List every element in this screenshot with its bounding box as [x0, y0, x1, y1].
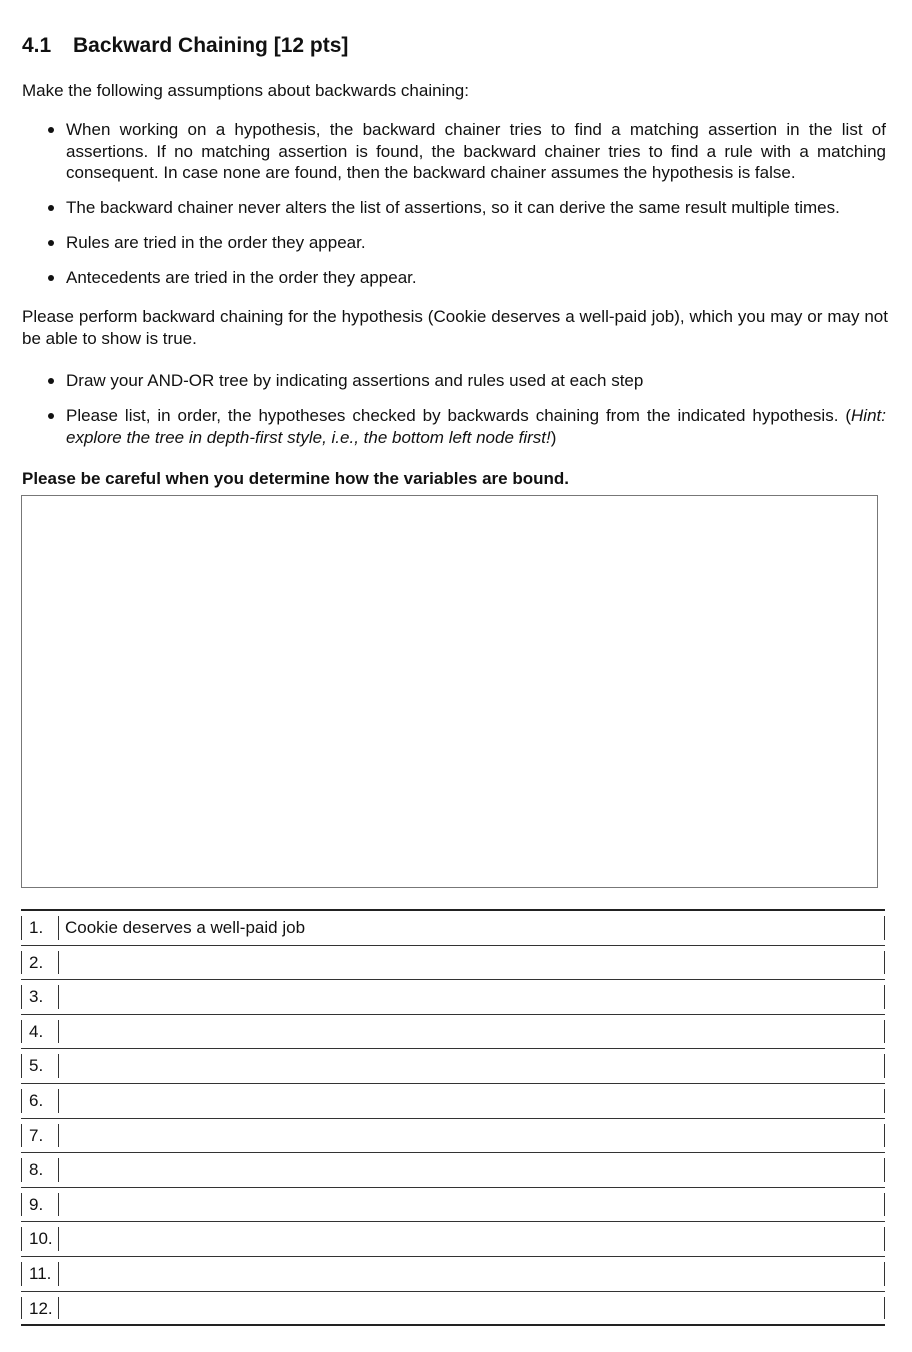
hint-text: explore the tree in depth-first style, i.e., the bottom left node first! — [66, 427, 551, 447]
hypothesis-field[interactable] — [59, 1054, 885, 1078]
table-row — [21, 911, 885, 946]
table-row — [21, 980, 885, 1015]
section-title-text: Backward Chaining [12 pts] — [73, 34, 349, 57]
bullet-icon — [48, 275, 54, 281]
instruction-item: Draw your AND-OR tree by indicating assertions and rules used at each step — [66, 370, 886, 392]
assumption-item: The backward chainer never alters the list of assertions, so it can derive the same result multiple times. — [66, 197, 886, 219]
caution-note: Please be careful when you determine how the variables are bound. — [22, 469, 569, 488]
row-number: 12. — [21, 1297, 59, 1320]
table-row — [21, 946, 885, 981]
hypothesis-field[interactable] — [59, 1262, 885, 1286]
hypothesis-field[interactable] — [59, 1193, 885, 1217]
bullet-icon — [48, 205, 54, 211]
task-paragraph: Please perform backward chaining for the hypothesis (Cookie deserves a well-paid job), which you may or may not be able to show is true. — [22, 307, 888, 348]
hypothesis-field[interactable] — [59, 951, 885, 975]
table-row — [21, 1222, 885, 1257]
table-row — [21, 1084, 885, 1119]
row-number: 9. — [21, 1193, 59, 1217]
hypothesis-field[interactable] — [59, 985, 885, 1009]
section-number: 4.1 — [22, 34, 52, 57]
table-row — [21, 1153, 885, 1188]
bullet-icon — [48, 378, 54, 384]
table-row — [21, 1188, 885, 1223]
bullet-icon — [48, 127, 54, 133]
hypothesis-field[interactable] — [59, 1020, 885, 1044]
table-row — [21, 1015, 885, 1050]
table-row — [21, 1257, 885, 1292]
hypothesis-field[interactable]: Cookie deserves a well-paid job — [59, 916, 885, 940]
row-number: 1. — [21, 916, 59, 940]
row-number: 3. — [21, 985, 59, 1009]
row-number: 8. — [21, 1158, 59, 1182]
and-or-tree-drawing-area[interactable] — [21, 495, 878, 888]
intro-paragraph: Make the following assumptions about backwards chaining: — [22, 81, 469, 100]
hypothesis-field[interactable] — [59, 1227, 885, 1251]
bullet-icon — [48, 413, 54, 419]
section-title — [22, 34, 348, 58]
hypothesis-field[interactable] — [59, 1124, 885, 1148]
bullet-icon — [48, 240, 54, 246]
table-row — [21, 1049, 885, 1084]
assumption-item: When working on a hypothesis, the backward chainer tries to find a matching assertion in the list of assertions. If no matching assertion is found, the backward chainer tries to find a rule with a matching consequent. In case none are found, then the backward chainer assumes the hypothesis is false. — [66, 119, 886, 184]
assumption-item: Antecedents are tried in the order they appear. — [66, 267, 886, 289]
row-number: 7. — [21, 1124, 59, 1148]
row-number: 4. — [21, 1020, 59, 1044]
row-number: 10. — [21, 1227, 59, 1251]
row-number: 6. — [21, 1089, 59, 1113]
row-number: 2. — [21, 951, 59, 975]
table-row — [21, 1119, 885, 1154]
assumption-item: Rules are tried in the order they appear. — [66, 232, 886, 254]
row-number: 5. — [21, 1054, 59, 1078]
hypothesis-field[interactable] — [59, 1158, 885, 1182]
hypothesis-field[interactable] — [59, 1089, 885, 1113]
hypotheses-table — [21, 909, 885, 1326]
table-row — [21, 1292, 885, 1327]
hint-label: Hint: — [851, 406, 886, 425]
hypothesis-field[interactable] — [59, 1297, 885, 1320]
instruction-item: Please list, in order, the hypotheses checked by backwards chaining from the indicated hypothesis. (Hint: explore the tree in depth-first style, i.e., the bottom left node first!) — [66, 405, 886, 448]
row-number: 11. — [21, 1262, 59, 1286]
